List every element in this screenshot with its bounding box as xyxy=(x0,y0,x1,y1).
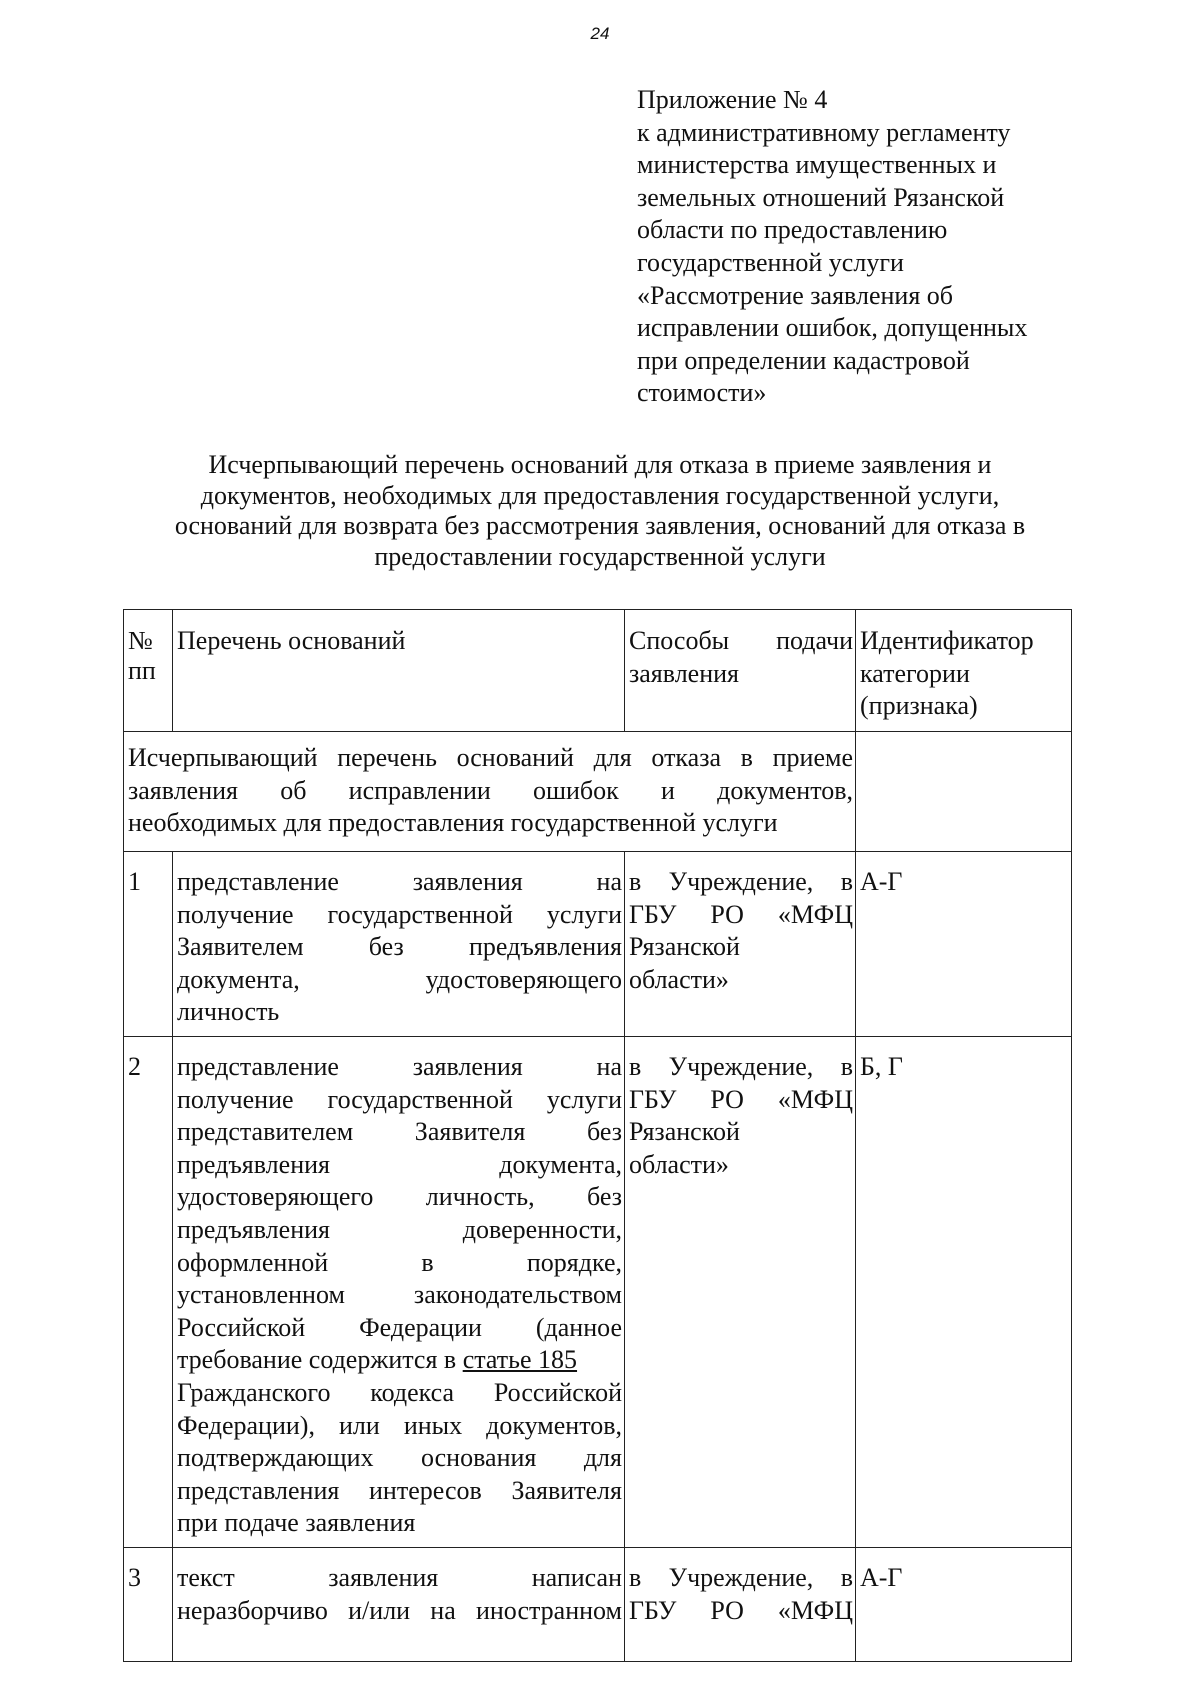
grounds-line: подтверждающих основания для xyxy=(177,1443,622,1473)
heading-line: документов, необходимых для предоставления государственной услуги, xyxy=(200,480,1000,510)
methods-line: Рязанской xyxy=(629,932,740,962)
appendix-line: стоимости» xyxy=(637,378,767,408)
methods-line: области» xyxy=(629,1149,729,1179)
table-header-row xyxy=(124,610,1072,732)
section-title-line: заявления об исправлении ошибок и документов, xyxy=(128,775,853,805)
grounds-line: представление заявления на xyxy=(177,1052,622,1081)
table-section-row xyxy=(124,732,1072,852)
grounds-line: удостоверяющего личность, без xyxy=(177,1182,622,1212)
section-identifier-empty xyxy=(856,732,1072,852)
header-number xyxy=(124,610,173,732)
grounds-line: оформленной в порядке, xyxy=(177,1247,622,1277)
section-title xyxy=(124,732,856,852)
row-identifier: А-Г xyxy=(856,1548,1072,1662)
document-heading xyxy=(120,450,1080,572)
row-methods xyxy=(625,852,856,1037)
table-row xyxy=(124,1037,1072,1548)
methods-line: в Учреждение, в xyxy=(629,1052,853,1081)
grounds-line: предъявления документа, xyxy=(177,1149,622,1179)
grounds-table xyxy=(123,609,1072,1662)
header-identifier-line: Идентификатор xyxy=(860,626,1034,655)
appendix-line: при определении кадастровой xyxy=(637,345,970,375)
row-grounds xyxy=(173,852,625,1037)
page-number: 24 xyxy=(590,24,610,43)
heading-line: оснований для возврата без рассмотрения заявления, оснований для отказа в xyxy=(174,511,1026,540)
header-methods-line: Способы подачи xyxy=(629,626,853,655)
header-identifier-line: категории xyxy=(860,658,970,688)
grounds-text: требование содержится в xyxy=(177,1345,463,1375)
grounds-line: получение государственной услуги xyxy=(177,899,622,929)
appendix-line: министерства имущественных и xyxy=(637,150,997,180)
law-article-link[interactable]: статье 185 xyxy=(462,1345,578,1375)
grounds-line: установленном законодательством xyxy=(177,1280,622,1310)
methods-line: Рязанской xyxy=(629,1117,740,1147)
grounds-line: текст заявления написан xyxy=(177,1563,622,1592)
methods-line: в Учреждение, в xyxy=(629,867,853,896)
appendix-line: Приложение № 4 xyxy=(637,85,828,114)
row-identifier: А-Г xyxy=(856,852,1072,1037)
grounds-line: Гражданского кодекса Российской xyxy=(177,1377,622,1407)
row-methods xyxy=(625,1548,856,1662)
row-number: 3 xyxy=(124,1548,173,1662)
row-methods xyxy=(625,1037,856,1548)
section-title-line: необходимых для предоставления государственной услуги xyxy=(128,808,778,838)
table-row xyxy=(124,852,1072,1037)
grounds-line: представителем Заявителя без xyxy=(177,1117,622,1147)
row-grounds xyxy=(173,1037,625,1548)
grounds-line: представление заявления на xyxy=(177,867,622,896)
methods-line: в Учреждение, в xyxy=(629,1563,853,1592)
grounds-line: Федерации), или иных документов, xyxy=(177,1410,622,1440)
heading-line: предоставлении государственной услуги xyxy=(374,541,826,571)
header-methods xyxy=(625,610,856,732)
grounds-line: Заявителем без предъявления xyxy=(177,932,622,962)
methods-line: ГБУ РО «МФЦ xyxy=(629,1595,853,1625)
grounds-line: предъявления доверенности, xyxy=(177,1214,622,1244)
methods-line: ГБУ РО «МФЦ xyxy=(629,1084,853,1114)
appendix-note xyxy=(637,84,1097,410)
row-number: 2 xyxy=(124,1037,173,1548)
appendix-line: области по предоставлению xyxy=(637,215,948,245)
row-number: 1 xyxy=(124,852,173,1037)
appendix-line: земельных отношений Рязанской xyxy=(637,182,1005,212)
header-grounds: Перечень оснований xyxy=(173,610,625,732)
grounds-line: получение государственной услуги xyxy=(177,1084,622,1114)
appendix-line: государственной услуги xyxy=(637,247,904,277)
grounds-line: Российской Федерации (данное xyxy=(177,1312,622,1342)
appendix-line: исправлении ошибок, допущенных xyxy=(637,313,1028,343)
methods-line: области» xyxy=(629,964,729,994)
row-grounds xyxy=(173,1548,625,1662)
header-identifier-line: (признака) xyxy=(860,691,978,721)
grounds-line: личность xyxy=(177,997,280,1027)
header-methods-line: заявления xyxy=(629,658,740,688)
grounds-line: представления интересов Заявителя xyxy=(177,1475,622,1505)
header-number-line: пп xyxy=(128,655,156,685)
appendix-line: «Рассмотрение заявления об xyxy=(637,280,954,310)
header-number-line: № xyxy=(128,626,153,655)
grounds-line: документа, удостоверяющего xyxy=(177,964,622,994)
grounds-line: при подаче заявления xyxy=(177,1508,416,1538)
grounds-line-with-link xyxy=(177,1344,622,1377)
row-identifier: Б, Г xyxy=(856,1037,1072,1548)
grounds-line: неразборчиво и/или на иностранном xyxy=(177,1595,622,1625)
table-row xyxy=(124,1548,1072,1662)
header-identifier xyxy=(856,610,1072,732)
section-title-line: Исчерпывающий перечень оснований для отказа в приеме xyxy=(128,743,853,772)
methods-line: ГБУ РО «МФЦ xyxy=(629,899,853,929)
heading-line: Исчерпывающий перечень оснований для отказа в приеме заявления и xyxy=(208,450,992,479)
appendix-line: к административному регламенту xyxy=(637,117,1011,147)
